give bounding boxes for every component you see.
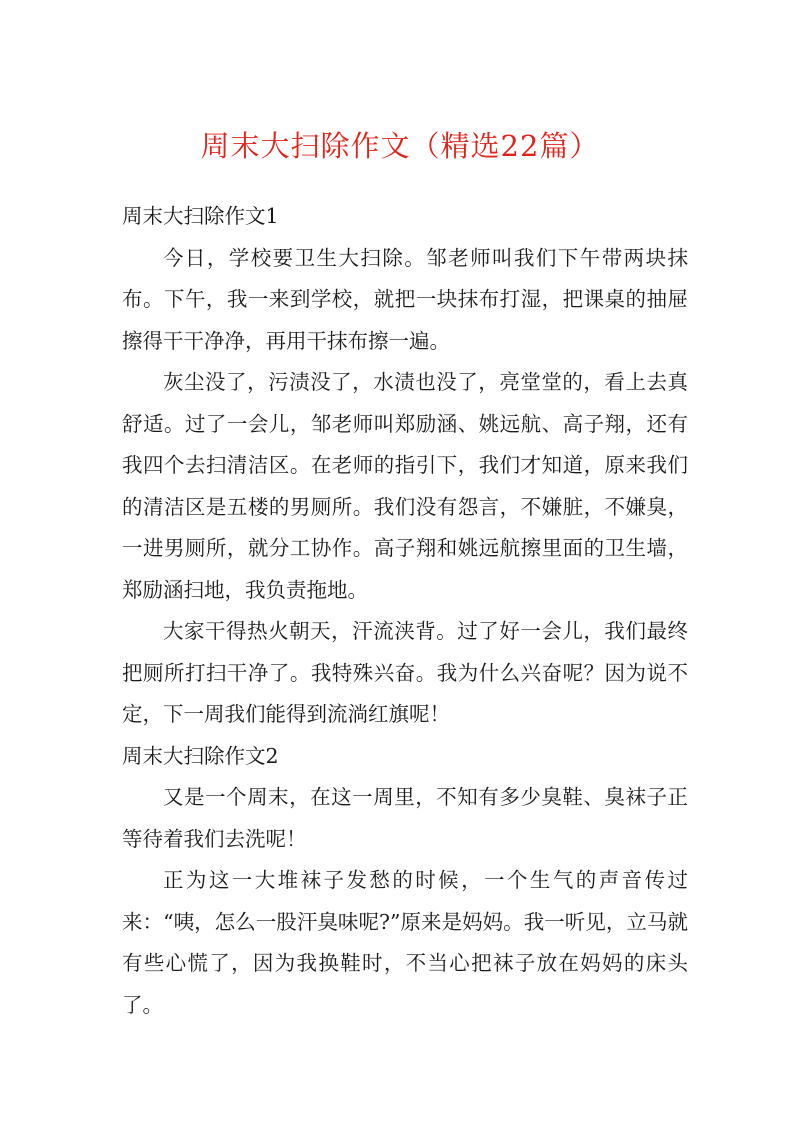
section-heading: 周末大扫除作文2: [122, 743, 279, 768]
paragraph: 灰尘没了，污渍没了，水渍也没了，亮堂堂的，看上去真舒适。过了一会儿，邹老师叫郑励涵、姚远航、高子翔，还有我四个去扫清洁区。在老师的指引下，我们才知道，原来我们的清洁区是五楼的男厕所。我们没有怨言，不嫌脏，不嫌臭，一进男厕所，就分工协作。高子翔和姚远航擦里面的卫生墙，郑励涵扫地，我负责拖地。: [122, 370, 688, 602]
document-title: 周末大扫除作文（精选22篇）: [200, 129, 600, 163]
section-heading: 周末大扫除作文1: [122, 204, 279, 228]
paragraph: 大家干得热火朝天，汗流浃背。过了好一会儿，我们最终把厕所打扫干净了。我特殊兴奋。我为什么兴奋呢？因为说不定，下一周我们能得到流淌红旗呢！: [122, 619, 688, 726]
paragraph: 今日，学校要卫生大扫除。邹老师叫我们下午带两块抹布。下午，我一来到学校，就把一块抹布打湿，把课桌的抽屉擦得干干净净，再用干抹布擦一遍。: [122, 245, 688, 353]
essay-section-2: [122, 736, 688, 1027]
essay-section-1: [122, 196, 688, 736]
paragraph: 又是一个周末，在这一周里，不知有多少臭鞋、臭袜子正等待着我们去洗呢！: [122, 785, 688, 851]
paragraph: 正为这一大堆袜子发愁的时候，一个生气的声音传过来：“咦，怎么一股汗臭味呢?”原来是妈妈。我一听见，立马就有些心慌了，因为我换鞋时，不当心把袜子放在妈妈的床头了。: [122, 868, 688, 1017]
document-body: [122, 196, 688, 1026]
